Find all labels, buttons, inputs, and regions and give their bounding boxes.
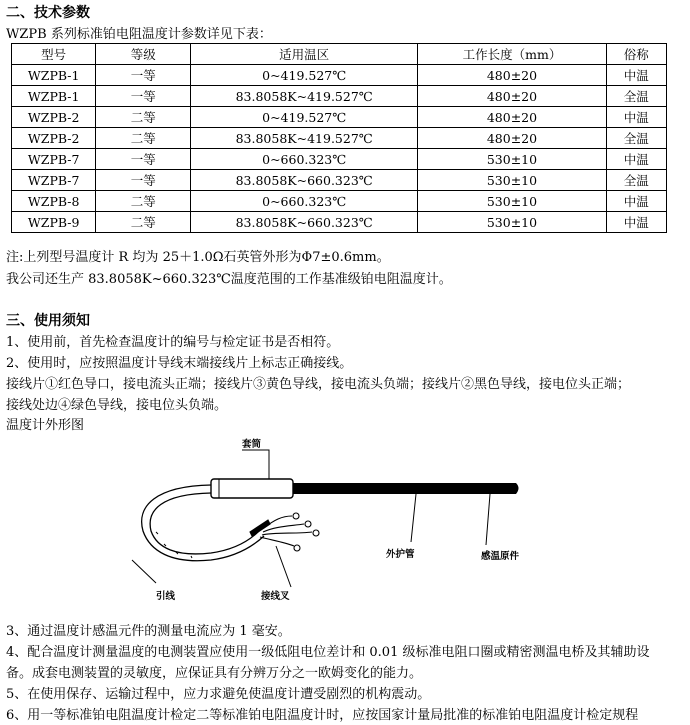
cell-model: WZPB-1	[12, 86, 96, 107]
cell-grade: 二等	[96, 128, 191, 149]
usage-item-3: 3、通过温度计感温元件的测量电流应为 1 毫安。	[6, 624, 291, 639]
usage-item-4a: 4、配合温度计测量温度的电测装置应使用一级低阻电位差计和 0.01 级标准电阻口圈或精密测温电桥及其辅助设	[6, 645, 650, 660]
cell-grade: 一等	[96, 65, 191, 86]
cell-grade: 二等	[96, 212, 191, 233]
cell-model: WZPB-7	[12, 149, 96, 170]
cell-length: 530±10	[418, 149, 606, 170]
wiring-instructions-1: 接线片①红色导口，接电流头正端；接线片③黄色导线，接电流头负端；接线片②黑色导线，接电位头正端；	[6, 377, 631, 392]
cell-grade: 一等	[96, 86, 191, 107]
cell-length: 530±10	[418, 212, 606, 233]
figure-caption: 温度计外形图	[6, 418, 85, 433]
cell-model: WZPB-2	[12, 107, 96, 128]
table-row	[12, 212, 667, 233]
header-grade: 等级	[96, 44, 191, 65]
cell-common-name: 中温	[606, 107, 666, 128]
terminal-fork	[250, 513, 319, 551]
label-terminal: 接线叉	[261, 591, 290, 602]
cell-length: 530±10	[418, 191, 606, 212]
cell-common-name: 中温	[606, 191, 666, 212]
thermometer-diagram	[6, 436, 546, 612]
cell-range: 83.8058K~660.323℃	[191, 170, 418, 191]
cell-length: 480±20	[418, 65, 606, 86]
product-note: 我公司还生产 83.8058K~660.323℃温度范围的工作基准级铂电阻温度计。	[6, 272, 452, 287]
spec-table	[11, 43, 667, 233]
usage-item-6: 6、用一等标准铂电阻温度计检定二等标准铂电阻温度计时，应按国家计量局批准的标准铂电阻温度计检定规程	[6, 708, 639, 723]
cell-model: WZPB-7	[12, 170, 96, 191]
cell-length: 530±10	[418, 170, 606, 191]
header-common-name: 俗称	[606, 44, 666, 65]
cell-model: WZPB-1	[12, 65, 96, 86]
table-row	[12, 128, 667, 149]
outer-tube	[293, 483, 519, 494]
cell-model: WZPB-2	[12, 128, 96, 149]
cell-model: WZPB-9	[12, 212, 96, 233]
cell-common-name: 全温	[606, 170, 666, 191]
label-sleeve: 套筒	[242, 439, 262, 450]
cell-length: 480±20	[418, 107, 606, 128]
section-title-tech-params: 二、技术参数	[6, 5, 90, 21]
usage-item-2: 2、使用时，应按照温度计导线末端接线片上标志正确接线。	[6, 356, 353, 371]
header-model: 型号	[12, 44, 96, 65]
cell-length: 480±20	[418, 128, 606, 149]
cell-common-name: 全温	[606, 86, 666, 107]
usage-item-5: 5、在使用保存、运输过程中，应力求避免使温度计遭受剧烈的机构震动。	[6, 687, 431, 702]
cell-model: WZPB-8	[12, 191, 96, 212]
table-row	[12, 107, 667, 128]
cell-range: 0~660.323℃	[191, 149, 418, 170]
cell-common-name: 中温	[606, 65, 666, 86]
table-header-row	[12, 44, 667, 65]
section-title-usage: 三、使用须知	[6, 313, 90, 329]
table-row	[12, 191, 667, 212]
cell-grade: 二等	[96, 107, 191, 128]
cell-range: 0~419.527℃	[191, 65, 418, 86]
usage-item-1: 1、使用前，首先检查温度计的编号与检定证书是否相符。	[6, 335, 340, 350]
table-row	[12, 86, 667, 107]
cell-range: 83.8058K~419.527℃	[191, 86, 418, 107]
cell-range: 0~660.323℃	[191, 191, 418, 212]
label-sensor: 感温原件	[481, 551, 520, 562]
header-range: 适用温区	[191, 44, 418, 65]
table-row	[12, 170, 667, 191]
cell-common-name: 中温	[606, 149, 666, 170]
table-row	[12, 149, 667, 170]
cell-grade: 一等	[96, 149, 191, 170]
tech-params-intro: WZPB 系列标准铂电阻温度计参数详见下表：	[6, 27, 272, 42]
cell-range: 83.8058K~660.323℃	[191, 212, 418, 233]
table-row	[12, 65, 667, 86]
cell-grade: 一等	[96, 170, 191, 191]
cell-range: 0~419.527℃	[191, 107, 418, 128]
label-lead: 引线	[156, 591, 176, 602]
leader-lines	[132, 450, 490, 587]
cell-range: 83.8058K~419.527℃	[191, 128, 418, 149]
cell-length: 480±20	[418, 86, 606, 107]
wiring-instructions-2: 接线处边④绿色导线，接电位头负端。	[6, 398, 228, 413]
header-length: 工作长度（mm）	[418, 44, 606, 65]
cell-grade: 二等	[96, 191, 191, 212]
cell-common-name: 全温	[606, 128, 666, 149]
table-note: 注:上列型号温度计 R 均为 25＋1.0Ω石英管外形为Φ7±0.6mm。	[6, 250, 390, 265]
usage-item-4b: 备。成套电测装置的灵敏度，应保证具有分辨万分之一欧姆变化的能力。	[6, 666, 423, 681]
label-outer-tube: 外护管	[386, 549, 415, 560]
sleeve	[211, 479, 293, 498]
cell-common-name: 中温	[606, 212, 666, 233]
